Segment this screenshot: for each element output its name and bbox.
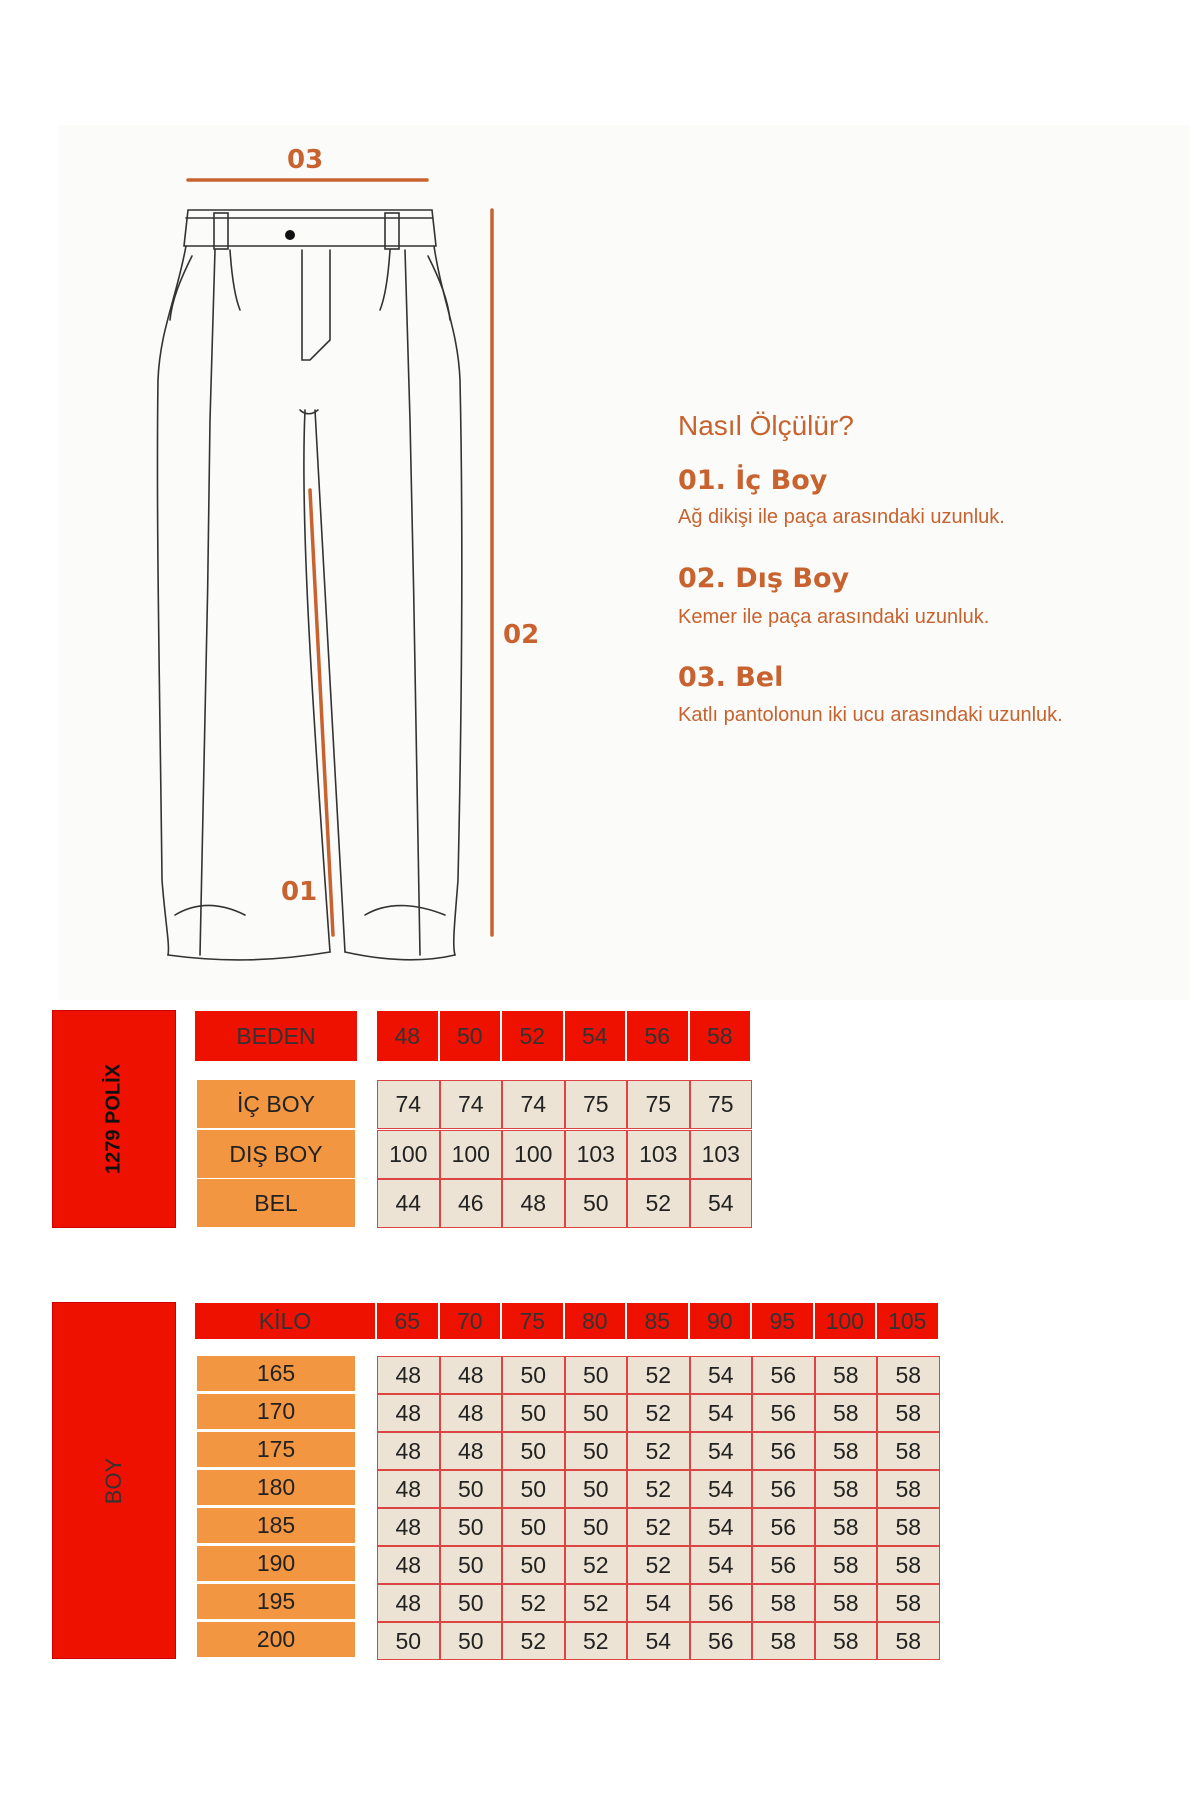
size-row-label: İÇ BOY — [197, 1080, 355, 1128]
fit-table-header-label: KİLO — [195, 1303, 375, 1339]
measure-desc-bel: Katlı pantolonun iki ucu arasındaki uzunluk. — [678, 704, 1063, 726]
size-header-cell: 52 — [502, 1011, 565, 1061]
fit-table-cell: 52 — [627, 1470, 690, 1508]
fit-table-cell: 50 — [502, 1432, 565, 1470]
fit-table-cell: 58 — [752, 1584, 815, 1622]
size-table-cell: 74 — [502, 1080, 565, 1129]
fit-table-cell: 58 — [877, 1432, 940, 1470]
fit-table-cell: 58 — [815, 1470, 878, 1508]
fit-table-cell: 52 — [502, 1584, 565, 1622]
fit-table-cell: 58 — [815, 1546, 878, 1584]
height-row-label: 180 — [197, 1470, 355, 1505]
fit-table-cell: 50 — [565, 1394, 628, 1432]
measure-desc-dis-boy: Kemer ile paça arasındaki uzunluk. — [678, 606, 990, 628]
measure-label-03: 03 — [287, 145, 324, 175]
size-row-label: DIŞ BOY — [197, 1130, 355, 1178]
fit-table-cell: 52 — [565, 1622, 628, 1660]
fit-table-cell: 52 — [565, 1546, 628, 1584]
size-header-cell: 54 — [565, 1011, 628, 1061]
measure-heading-dis-boy: 02. Dış Boy — [678, 563, 850, 594]
fit-table-cell: 54 — [627, 1584, 690, 1622]
fit-table-cell: 56 — [752, 1356, 815, 1394]
weight-header-cell: 75 — [502, 1303, 565, 1339]
size-table-cell: 52 — [627, 1179, 690, 1228]
size-table-cell: 103 — [565, 1130, 628, 1179]
fit-table-cell: 56 — [752, 1394, 815, 1432]
fit-table-side-text: BOY — [101, 1457, 126, 1504]
fit-table-cell: 50 — [502, 1546, 565, 1584]
size-table-cell: 48 — [502, 1179, 565, 1228]
fit-table-cell: 52 — [627, 1546, 690, 1584]
fit-table-cell: 54 — [690, 1508, 753, 1546]
measure-heading-ic-boy: 01. İç Boy — [678, 465, 828, 496]
measure-desc-ic-boy: Ağ dikişi ile paça arasındaki uzunluk. — [678, 506, 1005, 528]
fit-table-cell: 48 — [440, 1432, 503, 1470]
fit-table-cell: 50 — [377, 1622, 440, 1660]
fit-table-cell: 58 — [877, 1546, 940, 1584]
height-row-label: 200 — [197, 1622, 355, 1657]
fit-table-cell: 58 — [815, 1508, 878, 1546]
size-table-cell: 74 — [440, 1080, 503, 1129]
size-header-cell: 58 — [690, 1011, 753, 1061]
size-table-cell: 46 — [440, 1179, 503, 1228]
fit-table-cell: 48 — [377, 1432, 440, 1470]
weight-header-cell: 90 — [690, 1303, 753, 1339]
fit-table-cell: 58 — [815, 1394, 878, 1432]
fit-table-cell: 48 — [377, 1584, 440, 1622]
size-table-cell: 103 — [627, 1130, 690, 1179]
fit-table-cell: 50 — [502, 1394, 565, 1432]
fit-table-cell: 50 — [440, 1584, 503, 1622]
fit-table-cell: 52 — [627, 1508, 690, 1546]
size-table-cell: 100 — [377, 1130, 440, 1179]
height-row-label: 175 — [197, 1432, 355, 1467]
weight-header-cell: 80 — [565, 1303, 628, 1339]
size-table-cell: 75 — [565, 1080, 628, 1129]
size-table-header-label: BEDEN — [195, 1011, 357, 1061]
fit-table-cell: 56 — [752, 1470, 815, 1508]
height-row-label: 185 — [197, 1508, 355, 1543]
height-row-label: 190 — [197, 1546, 355, 1581]
fit-table-cell: 52 — [627, 1394, 690, 1432]
fit-table-cell: 56 — [752, 1546, 815, 1584]
size-header-cell: 50 — [440, 1011, 503, 1061]
fit-table-cell: 48 — [440, 1356, 503, 1394]
height-row-label: 170 — [197, 1394, 355, 1429]
size-table-cell: 74 — [377, 1080, 440, 1129]
fit-table-cell: 52 — [565, 1584, 628, 1622]
fit-table-cell: 58 — [815, 1432, 878, 1470]
size-table-cell: 44 — [377, 1179, 440, 1228]
weight-header-cell: 70 — [440, 1303, 503, 1339]
fit-table-cell: 50 — [502, 1470, 565, 1508]
fit-table-cell: 58 — [877, 1584, 940, 1622]
fit-table-cell: 54 — [627, 1622, 690, 1660]
fit-table-cell: 50 — [565, 1470, 628, 1508]
fit-table-cell: 48 — [377, 1508, 440, 1546]
fit-table-cell: 50 — [440, 1508, 503, 1546]
size-table-cell: 100 — [440, 1130, 503, 1179]
size-table-cell: 54 — [690, 1179, 753, 1228]
fit-table-cell: 54 — [690, 1356, 753, 1394]
size-table-cell: 75 — [627, 1080, 690, 1129]
fit-table-cell: 48 — [377, 1546, 440, 1584]
fit-table-cell: 56 — [752, 1508, 815, 1546]
height-row-label: 165 — [197, 1356, 355, 1391]
fit-table-side-label — [53, 1303, 175, 1658]
weight-header-cell: 85 — [627, 1303, 690, 1339]
size-table-side-text: 1279 POLİX — [102, 1063, 125, 1175]
weight-header-cell: 95 — [752, 1303, 815, 1339]
measure-label-01: 01 — [281, 877, 318, 907]
fit-table-cell: 58 — [877, 1508, 940, 1546]
size-row-label: BEL — [197, 1179, 355, 1227]
fit-table-cell: 58 — [752, 1622, 815, 1660]
weight-header-cell: 65 — [377, 1303, 440, 1339]
size-table-cell: 50 — [565, 1179, 628, 1228]
fit-table-cell: 58 — [877, 1470, 940, 1508]
fit-table-cell: 54 — [690, 1394, 753, 1432]
height-row-label: 195 — [197, 1584, 355, 1619]
fit-table-cell: 50 — [565, 1432, 628, 1470]
fit-table-cell: 50 — [502, 1356, 565, 1394]
fit-table-cell: 54 — [690, 1432, 753, 1470]
fit-table-cell: 48 — [440, 1394, 503, 1432]
measure-heading-bel: 03. Bel — [678, 662, 784, 693]
fit-table-cell: 58 — [815, 1356, 878, 1394]
fit-table-cell: 54 — [690, 1470, 753, 1508]
fit-table-cell: 50 — [440, 1622, 503, 1660]
fit-table-cell: 58 — [877, 1394, 940, 1432]
weight-header-cell: 100 — [815, 1303, 878, 1339]
weight-header-cell: 105 — [877, 1303, 940, 1339]
size-table-side-label — [53, 1011, 175, 1227]
fit-table-cell: 56 — [690, 1584, 753, 1622]
fit-table-cell: 50 — [440, 1546, 503, 1584]
size-header-cell: 48 — [377, 1011, 440, 1061]
fit-table-cell: 52 — [627, 1432, 690, 1470]
size-header-cell: 56 — [627, 1011, 690, 1061]
fit-table-cell: 56 — [690, 1622, 753, 1660]
fit-table-cell: 48 — [377, 1470, 440, 1508]
fit-table-cell: 58 — [877, 1356, 940, 1394]
fit-table-cell: 54 — [690, 1546, 753, 1584]
fit-table-cell: 48 — [377, 1394, 440, 1432]
fit-table-cell: 50 — [440, 1470, 503, 1508]
size-table-cell: 103 — [690, 1130, 753, 1179]
fit-table-cell: 58 — [815, 1584, 878, 1622]
measure-label-02: 02 — [503, 620, 540, 650]
how-to-measure-title: Nasıl Ölçülür? — [678, 410, 854, 441]
size-table-cell: 75 — [690, 1080, 753, 1129]
fit-table-cell: 52 — [627, 1356, 690, 1394]
fit-table-cell: 56 — [752, 1432, 815, 1470]
fit-table-cell: 58 — [877, 1622, 940, 1660]
size-table-cell: 100 — [502, 1130, 565, 1179]
fit-table-cell: 50 — [565, 1356, 628, 1394]
fit-table-cell: 58 — [815, 1622, 878, 1660]
fit-table-cell: 52 — [502, 1622, 565, 1660]
fit-table-cell: 50 — [565, 1508, 628, 1546]
fit-table-cell: 50 — [502, 1508, 565, 1546]
fit-table-cell: 48 — [377, 1356, 440, 1394]
